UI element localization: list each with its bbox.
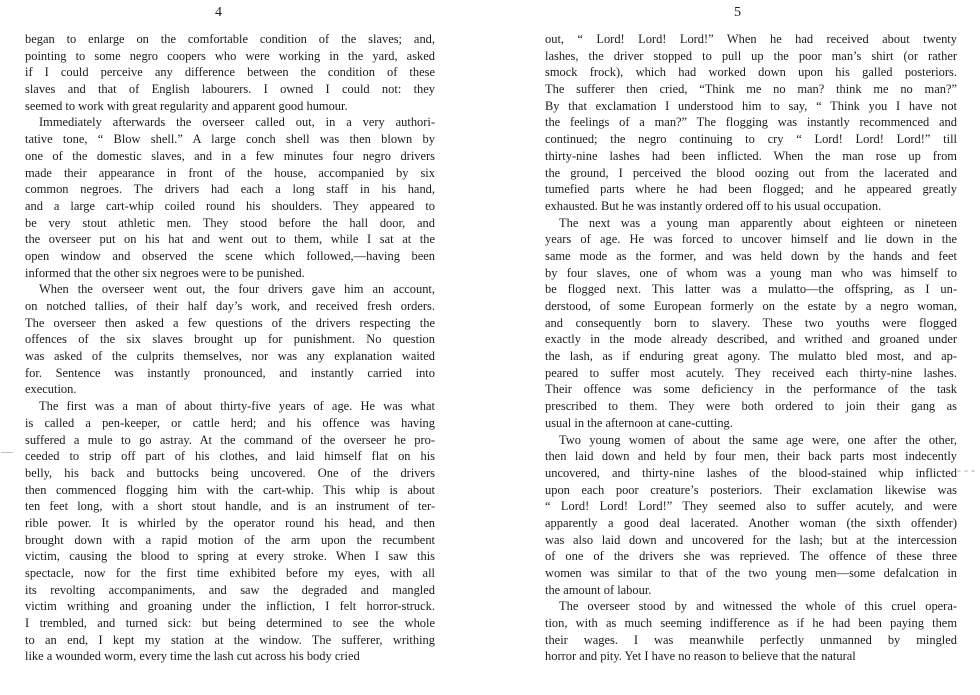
text-line: prescribed to them. They were both ordered to join their gang as	[545, 399, 957, 414]
text-line: seemed to work with great regularity and apparent good humour.	[25, 98, 348, 113]
text-line: victim writhing and groaning under the infliction, I felt horror-struck.	[25, 599, 435, 614]
page-number: 4	[215, 5, 222, 20]
text-line: of one of the drivers she was reprieved. The offence of these three	[545, 549, 957, 564]
text-line: out, “ Lord! Lord! Lord!” When he had received about twenty	[545, 32, 957, 46]
text-line: horror and pity. Yet I have no reason to believe that the natural	[545, 649, 856, 664]
text-line: slaves and that of English labourers. I owned I could not: they	[25, 82, 435, 97]
text-line: common negroes. The drivers had each a long staff in his hand,	[25, 182, 435, 197]
text-line: pointing to some negro coopers who were working in the yard, asked	[25, 48, 435, 63]
text-line: suffered a mule to go astray. At the command of the overseer he pro-	[25, 432, 435, 447]
text-line: informed that the other six negroes were to be punished.	[25, 265, 305, 280]
text-line: tative tone, “ Blow shell.” A large conch shell was then blown by	[25, 132, 435, 147]
text-line: is called a pen-keeper, or cattle herd; and his offence was having	[25, 415, 435, 430]
text-line: for. Sentence was instantly pronounced, and instantly carried into	[25, 365, 435, 380]
text-line: Two young women of about the same age were, one after the other,	[559, 432, 957, 447]
text-line: the feelings of a man?” The flogging was instantly recommenced and	[545, 115, 957, 130]
text-line: if I could perceive any difference between the condition of these	[25, 65, 435, 80]
margin-mark: - - -	[957, 463, 975, 477]
text-line: upon each poor creature’s posteriors. Their exclamation likewise was	[545, 482, 957, 497]
text-line: the ground, I perceived the blood oozing out from the lacerated and	[545, 165, 957, 180]
text-line: the overseer put on his hat and went out to them, while I sat at the	[25, 232, 435, 247]
text-line: The first was a man of about thirty-five years of age. He was what	[39, 399, 435, 414]
right-page	[505, 0, 980, 695]
text-line: spectacle, now for the first time exhibited before my eyes, with all	[25, 566, 435, 580]
text-line: the amount of labour.	[545, 582, 652, 597]
text-line: same mode as the former, and was held down by the hands and feet	[545, 248, 957, 263]
text-line: brought down with a rapid motion of the arm upon the recumbent	[25, 532, 435, 547]
text-line: apparently a good deal lacerated. Another woman (the sixth offender)	[545, 515, 957, 530]
text-line: tion, with as much seeming indifference as if he had been paying them	[545, 616, 957, 631]
text-line: thirty-nine lashes had been inflicted. When the man rose up from	[545, 148, 957, 163]
text-line: was asked of the culprits themselves, nor was any explanation waited	[25, 349, 435, 364]
text-line: exactly in the mode already described, and writhed and groaned under	[545, 332, 957, 347]
text-line: Their offence was some deficiency in the performance of the task	[545, 382, 957, 397]
text-line: tumefied parts where he had been flogged; and he appeared greatly	[545, 182, 957, 197]
text-line: began to enlarge on the comfortable condition of the slaves; and,	[25, 32, 435, 46]
text-line: victim, causing the blood to spring at every stroke. When I saw this	[25, 549, 435, 564]
text-line: then laid down and held by four men, their back parts most indecently	[545, 449, 957, 464]
text-line: When the overseer went out, the four drivers gave him an account,	[39, 282, 435, 297]
text-line: belly, his back and buttocks being uncovered. One of the drivers	[25, 465, 435, 480]
text-line: usual in the afternoon at cane-cutting.	[545, 415, 733, 430]
text-line: the lash, as if enduring great agony. The mulatto bled most, and ap-	[545, 349, 957, 364]
text-line: ceeded to strip off part of his clothes, and laid himself flat on his	[25, 449, 435, 464]
text-line: The overseer stood by and witnessed the whole of this cruel opera-	[559, 599, 957, 614]
text-line: be flogged next. This latter was a mulatto—the offspring, as I un-	[545, 282, 957, 297]
text-line: be very stout athletic men. They stood before the hall door, and	[25, 215, 435, 230]
page-text	[545, 31, 957, 665]
page-number: 5	[734, 5, 741, 20]
page-text	[25, 31, 435, 665]
text-line: lashes, the driver stopped to pull up the poor man’s shirt (or rather	[545, 48, 957, 63]
text-line: ten feet long, with a short stout handle, and is an instrument of ter-	[25, 499, 435, 514]
text-line: By that exclamation I understood him to say, “ Think you I have not	[545, 98, 957, 113]
text-line: years of age. He was forced to uncover himself and lie down in the	[545, 232, 957, 247]
text-line: women was similar to that of the two young men—some defalcation in	[545, 566, 957, 580]
left-page	[0, 0, 475, 695]
text-line: rible power. It is whirled by the operator round his head, and then	[25, 515, 435, 530]
text-line: and a large cart-whip coiled round his shoulders. They appeared to	[25, 198, 435, 213]
text-line: I trembled, and turned sick: but being determined to see the whole	[25, 616, 435, 631]
text-line: peared to suffer most acutely. They received each thirty-nine lashes.	[545, 365, 957, 380]
text-line: one of the domestic slaves, and in a few minutes four negro drivers	[25, 148, 435, 163]
text-line: by four slaves, one of whom was a young man who was himself to	[545, 265, 957, 280]
text-line: The overseer then asked a few questions of the drivers respecting the	[25, 315, 435, 330]
text-line: “ Lord! Lord! Lord!” They seemed also to suffer acutely, and were	[545, 499, 957, 514]
margin-mark: —	[1, 444, 13, 458]
text-line: to an end, I kept my station at the window. The sufferer, writhing	[25, 632, 435, 647]
text-line: made their appearance in front of the house, accompanied by six	[25, 165, 435, 180]
text-line: open window and observed the scene which followed,—having been	[25, 248, 435, 263]
text-line: its revolting accompaniments, and saw the degraded and mangled	[25, 582, 435, 597]
text-line: like a wounded worm, every time the lash cut across his body cried	[25, 649, 360, 664]
text-line: offences of the six slaves brought up for punishment. No question	[25, 332, 435, 347]
text-line: execution.	[25, 382, 77, 397]
text-line: Immediately afterwards the overseer called out, in a very authori-	[39, 115, 435, 130]
text-line: The next was a young man apparently about eighteen or nineteen	[559, 215, 957, 230]
text-line: was also laid down and uncovered for the lash; but at the intercession	[545, 532, 957, 547]
text-line: on notched tallies, of their half day’s work, and received fresh orders.	[25, 299, 435, 313]
text-line: smock frock), which had worked down upon his galled posteriors.	[545, 65, 957, 80]
text-line: uncovered, and thirty-nine lashes of the blood-stained whip inflicted	[545, 465, 957, 480]
text-line: derstood, of some European formerly on the estate by a negro woman,	[545, 299, 957, 313]
text-line: and consequently born to slavery. These two youths were flogged	[545, 315, 957, 330]
text-line: their wages. I was meanwhile perfectly unmanned by mingled	[545, 632, 957, 647]
text-line: The sufferer then cried, “Think me no man? think me no man?”	[545, 82, 957, 97]
text-line: then commenced flogging him with the cart-whip. This whip is about	[25, 482, 435, 497]
text-line: continued; the negro continuing to cry “ Lord! Lord! Lord!” till	[545, 132, 957, 147]
text-line: exhausted. But he was instantly ordered off to his usual occupation.	[545, 198, 882, 213]
